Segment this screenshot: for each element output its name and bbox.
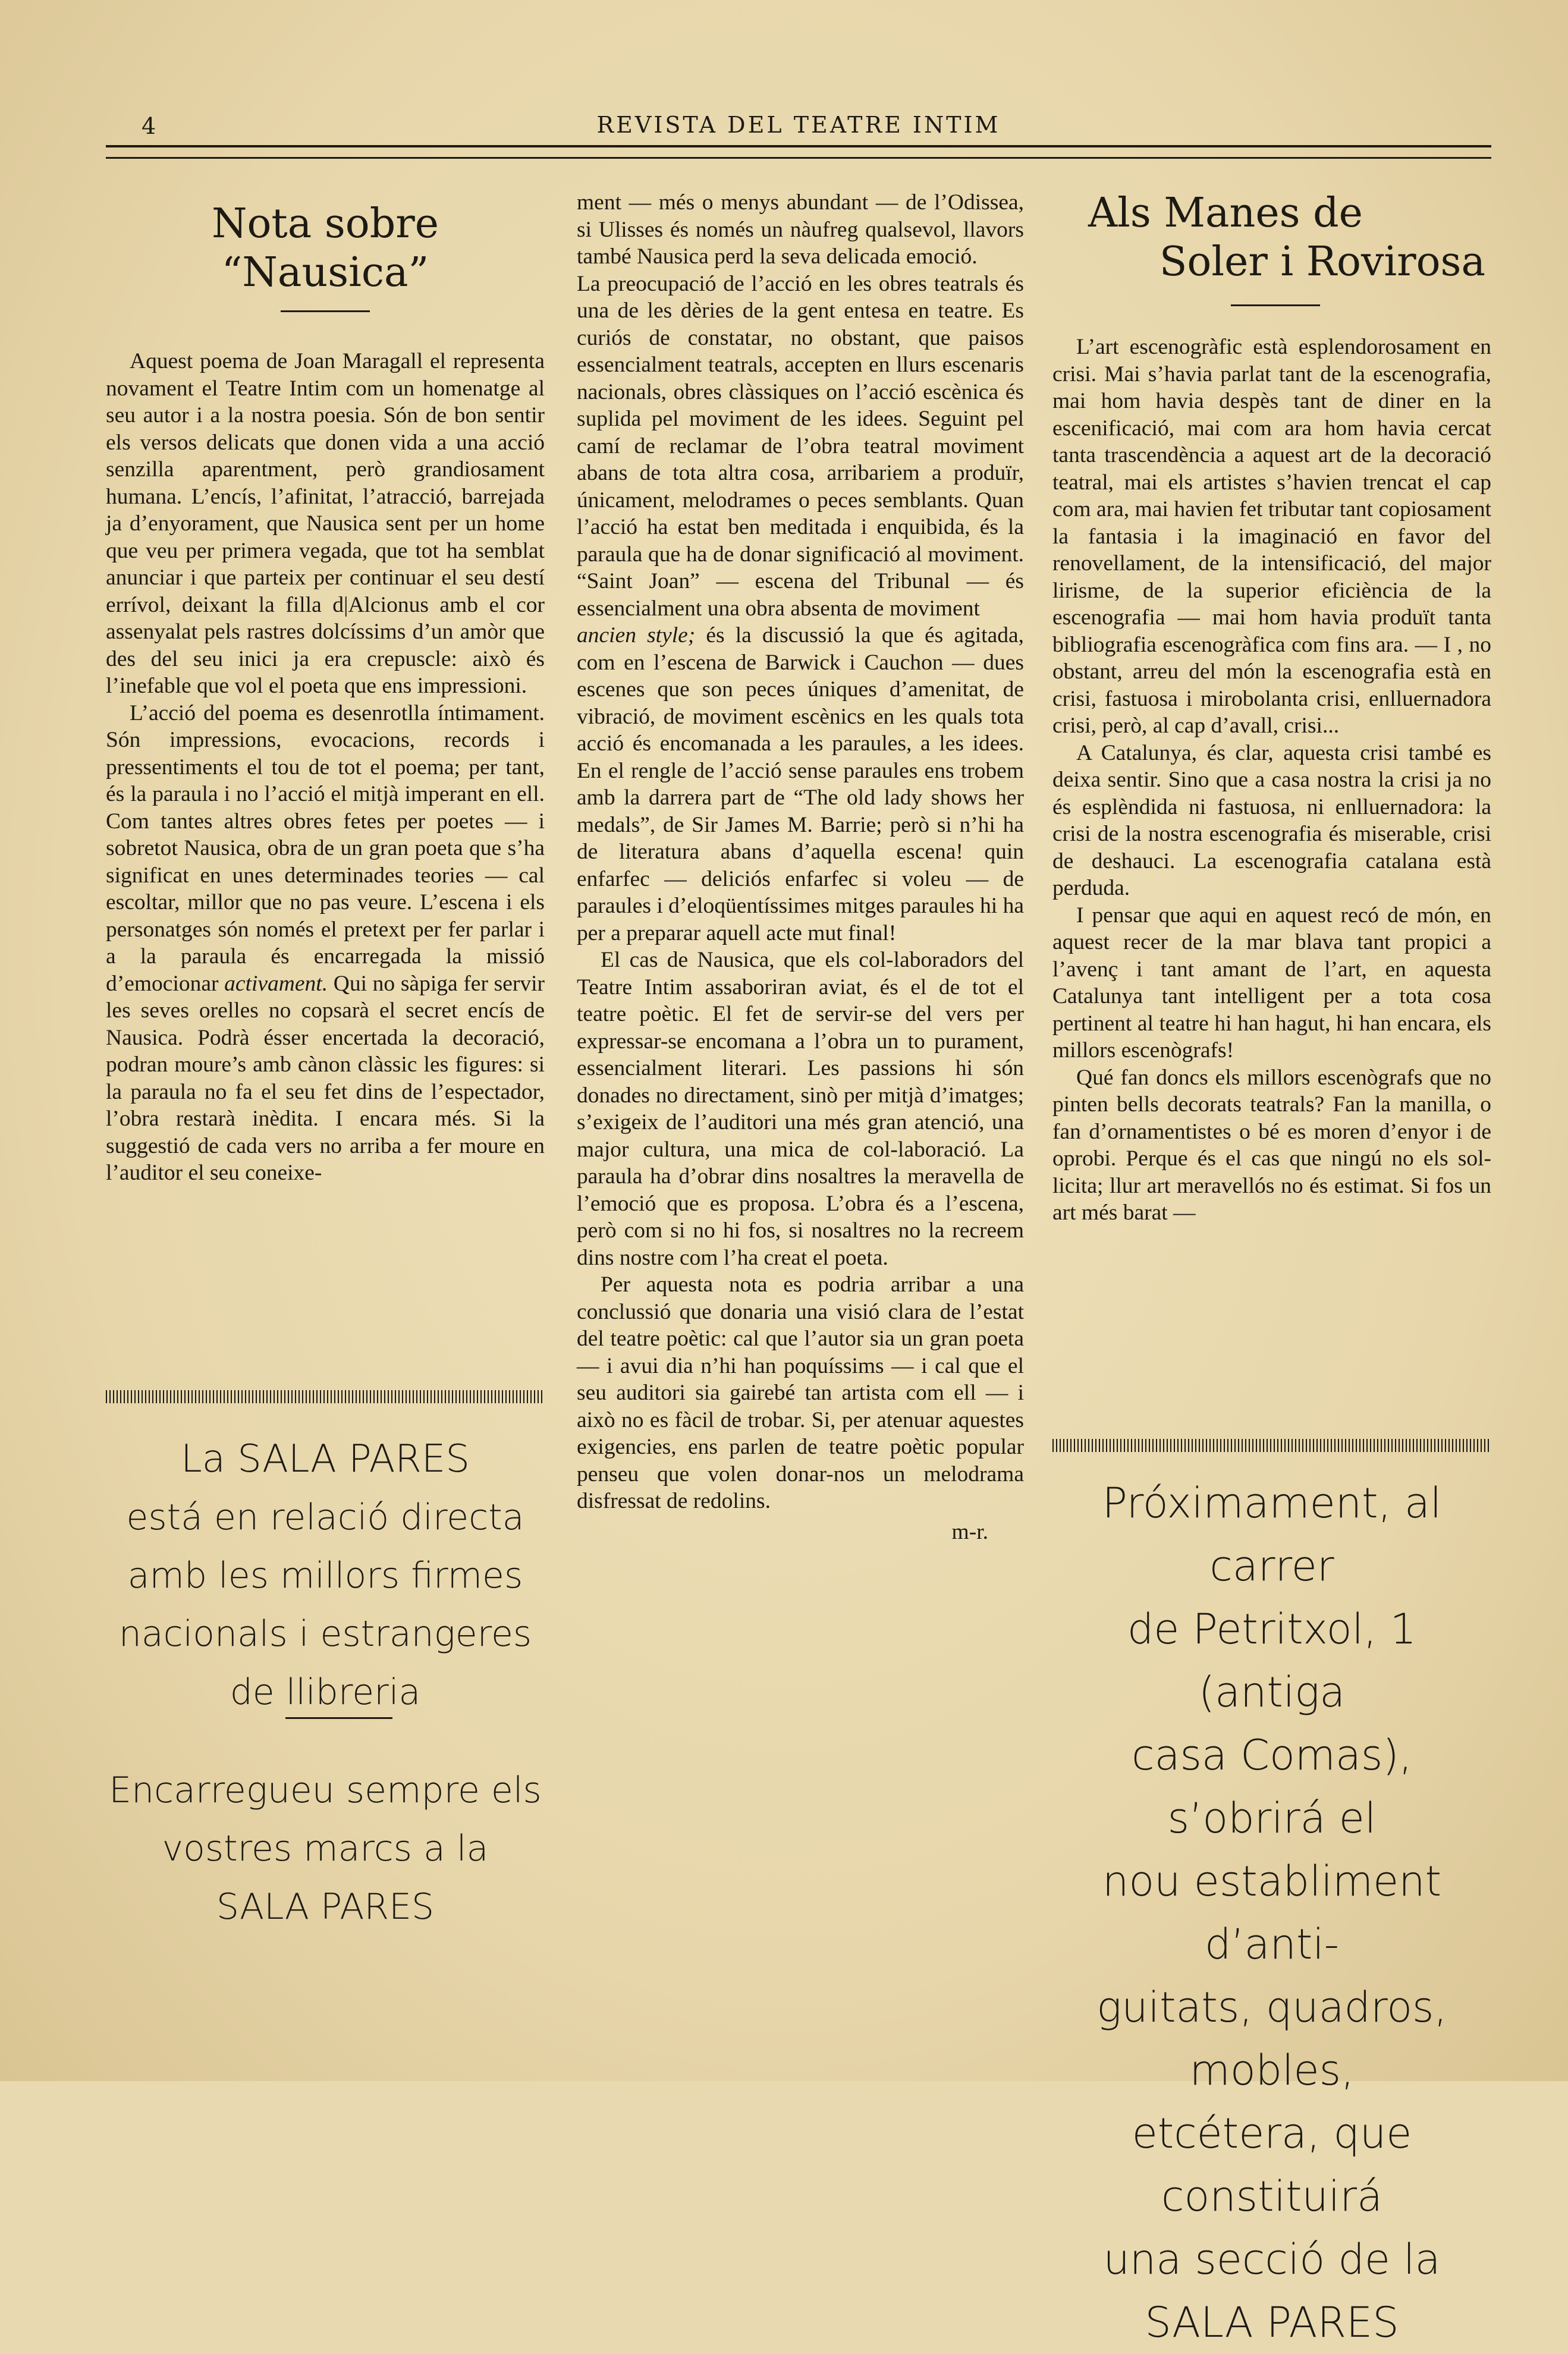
paragraph: Aquest poema de Joan Maragall el representa novament el Teatre Intim com un homenatge al seu autor i a la nostra poesia. Són de bon sentir els versos delicats que donen vida a una acció senzilla aparentment, però grandiosament humana. L’encís, l’afinitat, l’atracció, barrejada ja d’enyorament, que Nausica sent per un home que veu per primera vegada, que tot ha semblat anunciar i que parteix per continuar el seu destí errívol, deixant la filla d|Alcionus amb el cor assenyalat pels rastres dolcíssims d’un amòr que des del seu inici ja era crepuscle: això és l’inefable que vol el poeta que ens impressioni. bbox=[106, 349, 545, 698]
advert-line: está en relació directa bbox=[126, 1497, 524, 1538]
paragraph-text: Qui no sàpiga fer servir les seves orelles no copsarà el secret encís de Nausica. Podrà ésser encertada la decoració, podran moure’s amb cànon clàssic les figures: si la paraula no fa el seu fet dins de l’espectador, l’obra restarà inèdita. I encara més. Si la suggestió de cada vers no arriba a fer moure en l’auditor el seu coneixe- bbox=[106, 971, 545, 1185]
page-number: 4 bbox=[142, 113, 156, 139]
paragraph: I pensar que aqui en aquest recó de món, en aquest recer de la mar blava tant propici a l’avenç i tant amant de l’art, en aquesta Catalunya tant intelligent per a tota cosa pertinent al teatre hi han hagut, hi han encara, els millors escenògrafs! bbox=[1052, 903, 1491, 1063]
advert-line: Encarregueu sempre els bbox=[109, 1770, 542, 1811]
emphasis: ancien style; bbox=[577, 623, 696, 648]
title-rule bbox=[1231, 304, 1320, 306]
advert-line: de llibreria bbox=[230, 1671, 421, 1713]
page-header bbox=[106, 106, 1491, 142]
advert-line: casa Comas), s’obrirá el bbox=[1132, 1731, 1412, 1843]
advert-line: Próximament, al carrer bbox=[1102, 1479, 1442, 1591]
article-title-line-2: Soler i Rovirosa bbox=[1159, 238, 1485, 285]
paragraph: Qué fan doncs els millors escenògrafs que no pinten bells decorats teatrals? Fan la manilla, o fan d’ornamentistes o bé es moren d’enyor i de oprobi. Perque és el cas que ningú no els sol-licita; llur art meravellós no és estimat. Si fos un art més barat — bbox=[1052, 1065, 1491, 1225]
advert-sala-pares-llibreria bbox=[106, 1430, 545, 1721]
divider-hatch-left bbox=[106, 1390, 545, 1403]
column-2 bbox=[577, 189, 1024, 1545]
paragraph bbox=[577, 622, 1024, 947]
advert-petritxol bbox=[1052, 1472, 1491, 2354]
header-double-rule bbox=[106, 145, 1491, 159]
paragraph: El cas de Nausica, que els col-laboradors del Teatre Intim assaboriran aviat, és el de tot el teatre poètic. El fet de servir-se del vers per expressar-se encomana a l’obra un to purament, essencialment literari. Les passions hi són donades no directament, sinò per mitjà d’imatges; s’exigeix de l’auditori una més gran atenció, una major cultura, una mica de col-laboració. La paraula ha d’obrar dins nosaltres la meravella de l’emoció que es proposa. L’obra és a l’escena, però com si no hi fos, si nosaltres no la recreem dins nostre com l’ha creat el poeta. bbox=[577, 948, 1024, 1270]
advert-line: de Petritxol, 1 (antiga bbox=[1127, 1605, 1417, 1717]
column-3 bbox=[1052, 189, 1491, 1227]
running-title: REVISTA DEL TEATRE INTIM bbox=[596, 112, 1001, 138]
divider-hatch-right bbox=[1052, 1439, 1491, 1452]
paragraph: Per aquesta nota es podria arribar a una conclussió que donaria una visió clara de l’estat del teatre poètic: cal que l’autor sia un gran poeta — i avui dia n’hi han poquíssims — i cal que el seu auditori sia gairebé tan artista com ell — i això no es fàcil de trobar. Si, per atenuar aquestes exigencies, ens parlen de teatre poètic popular penseu que volen donar-nos un melodrama disfressat de redolins. bbox=[577, 1272, 1024, 1513]
advert-line: nacionals i estrangeres bbox=[118, 1613, 532, 1655]
advert-line: SALA PARES bbox=[216, 1886, 435, 1928]
advert-line: etcétera, que constituirá bbox=[1132, 2109, 1412, 2221]
advert-sala-pares-marcs bbox=[106, 1761, 545, 1936]
article-title-line-1: Als Manes de bbox=[1088, 190, 1363, 237]
advert-line: amb les millors firmes bbox=[127, 1555, 523, 1596]
column-1 bbox=[106, 189, 545, 1187]
signature: m-r. bbox=[951, 1519, 988, 1544]
title-rule bbox=[281, 310, 370, 312]
advert-line: SALA PARES bbox=[1145, 2298, 1399, 2347]
paragraph: L’art escenogràfic està esplendorosament en crisi. Mai s’havia parlat tant de la escenografia, mai hom havia despès tant de diner en la escenificació, mai com ara hom havia cercat tanta trascendència a aquest art de la decoració teatral, mai els artistes s’havien trencat el cap com ara, mai havien fet tributar tant copiosament la fantasia i la imaginació en favor del renovellament, de la intensificació, del major lirisme, de la superior eficiència de la escenografia — mai hom havia produït tanta bibliografia escenogràfica com fins ara. — I , no obstant, arreu del món la escenografia està en crisi, fastuosa i mirobolanta crisi, enlluernadora crisi, però, al cap d’avall, crisi... bbox=[1052, 335, 1491, 738]
paragraph bbox=[106, 700, 545, 1187]
emphasis: activament. bbox=[224, 971, 328, 996]
paragraph: La preocupació de l’acció en les obres teatrals és una de les dèries de la gent entesa en teatre. Es curiós de constatar, no obstant, que paisos essencialment teatrals, accepten en llurs escenaris nacionals, obres clàssiques on l’acció escènica és suplida pel moviment de les idees. Seguint pel camí de reclamar de l’obra teatral moviment abans de tota altra cosa, arribariem a produïr, únicament, melodrames o peces semblants. Quan l’acció ha estat ben meditada i enquibida, és la paraula que ha de donar significació al moviment. “Saint Joan” — escena del Tribunal — és essencialment una obra absenta de moviment bbox=[577, 271, 1024, 621]
paragraph: A Catalunya, és clar, aquesta crisi també es deixa sentir. Sino que a casa nostra la crisi ja no és esplèndida ni fastuosa, ni enlluernadora: la crisi de la nostra escenografia és miserable, crisi de deshauci. La escenografia catalana està perduda. bbox=[1052, 740, 1491, 900]
advert-line: nou establiment d’anti- bbox=[1102, 1857, 1442, 1969]
paragraph: ment — més o menys abundant — de l’Odissea, si Ulisses és només un nàufreg qualsevol, llavors també Nausica perd la seva delicada emoció. bbox=[577, 190, 1024, 269]
advert-line: vostres marcs a la bbox=[162, 1828, 489, 1869]
paragraph-text: L’acció del poema es desenrotlla íntimament. Són impressions, evocacions, records i pressentiments el tou de tot el poema; per tant, és la paraula i no l’acció el mitjà imperant en ell. Com tantes altres obres fetes per poetes — i sobretot Nausica, obra de un gran poeta que s’ha significat en unes determinades teories — cal escoltar, millor que no pas veure. L’escena i els personatges són només el pretext per fer parlar i a la paraula és encarregada la missió d’emocionar bbox=[106, 700, 545, 996]
article-title-nausica: Nota sobre “Nausica” bbox=[211, 200, 439, 296]
advert-rule bbox=[285, 1717, 392, 1719]
advert-line: guitats, quadros, mobles, bbox=[1096, 1983, 1447, 2095]
advert-line: La SALA PARES bbox=[181, 1437, 470, 1481]
paragraph-text: és la discussió la que és agitada, com en l’escena de Barwick i Cauchon — dues escenes que son peces úniques d’amenitat, de vibració, de moviment escènics en les quals tota acció és encomanada a les paraules, a les idees. En el rengle de l’acció sense paraules ens trobem amb la darrera part de “The old lady shows her medals”, de Sir James M. Barrie; però si n’hi ha de literatura abans d’aquella escena! quin enfarfec — deliciós enfarfec si voleu — de paraules i d’eloqüentíssimes mitges paraules hi ha per a preparar aquell acte mut final! bbox=[577, 623, 1024, 945]
advert-line: una secció de la bbox=[1103, 2235, 1441, 2284]
